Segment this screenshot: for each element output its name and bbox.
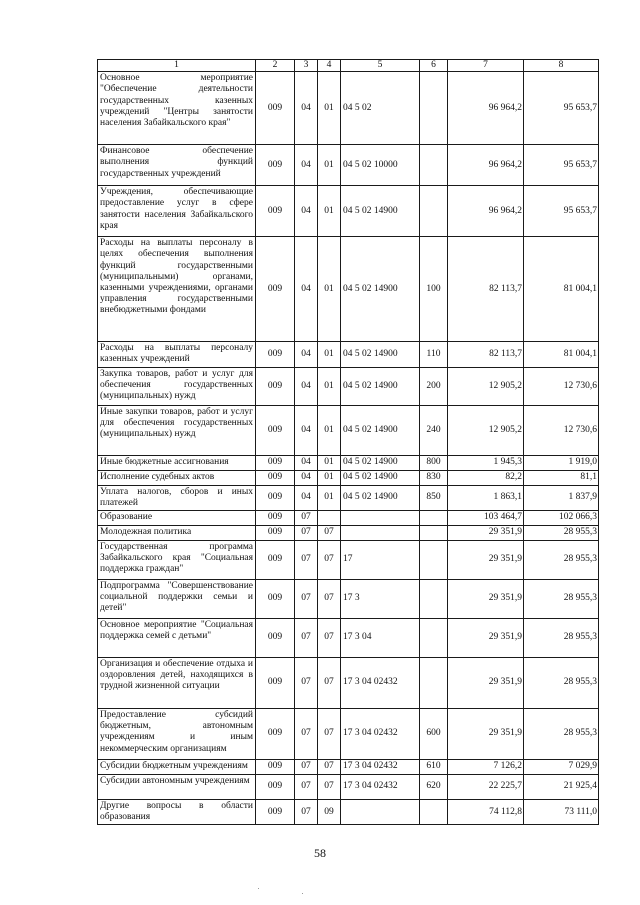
row-description: Иные бюджетные ассигнования bbox=[98, 455, 256, 470]
cell-section-code: 04 bbox=[295, 470, 318, 485]
row-description: Расходы на выплаты персоналу казенных учреждений bbox=[98, 342, 256, 367]
cell-amount-col8: 28 955,3 bbox=[524, 541, 599, 580]
cell-subsection-code: 09 bbox=[318, 800, 341, 825]
cell-subsection-code: 01 bbox=[318, 405, 341, 455]
cell-ministry-code: 009 bbox=[256, 709, 295, 760]
cell-target-article bbox=[341, 526, 420, 541]
cell-section-code: 04 bbox=[295, 237, 318, 342]
cell-expense-type: 830 bbox=[420, 470, 448, 485]
cell-expense-type: 800 bbox=[420, 455, 448, 470]
cell-ministry-code: 009 bbox=[256, 760, 295, 775]
table-row bbox=[98, 237, 599, 342]
row-description: Государственная программа Забайкальского края "Социальная поддержка граждан" bbox=[98, 541, 256, 580]
cell-ministry-code: 009 bbox=[256, 72, 295, 145]
cell-expense-type bbox=[420, 580, 448, 619]
table-row bbox=[98, 342, 599, 367]
cell-expense-type: 850 bbox=[420, 485, 448, 510]
cell-target-article: 04 5 02 14900 bbox=[341, 367, 420, 405]
table-row bbox=[98, 800, 599, 825]
cell-ministry-code: 009 bbox=[256, 405, 295, 455]
cell-subsection-code bbox=[318, 511, 341, 526]
cell-section-code: 07 bbox=[295, 709, 318, 760]
cell-expense-type bbox=[420, 619, 448, 658]
cell-expense-type: 620 bbox=[420, 775, 448, 800]
cell-section-code: 07 bbox=[295, 800, 318, 825]
cell-amount-col7: 22 225,7 bbox=[448, 775, 524, 800]
cell-section-code: 07 bbox=[295, 619, 318, 658]
cell-amount-col7: 103 464,7 bbox=[448, 511, 524, 526]
table-row bbox=[98, 658, 599, 709]
cell-ministry-code: 009 bbox=[256, 342, 295, 367]
cell-expense-type: 110 bbox=[420, 342, 448, 367]
cell-target-article: 04 5 02 14900 bbox=[341, 455, 420, 470]
table-row bbox=[98, 775, 599, 800]
cell-amount-col7: 12 905,2 bbox=[448, 405, 524, 455]
header-cell: 1 bbox=[98, 60, 256, 72]
table-row bbox=[98, 72, 599, 145]
cell-target-article: 04 5 02 14900 bbox=[341, 485, 420, 510]
cell-subsection-code: 01 bbox=[318, 485, 341, 510]
cell-amount-col7: 29 351,9 bbox=[448, 526, 524, 541]
cell-amount-col7: 96 964,2 bbox=[448, 145, 524, 186]
cell-target-article: 04 5 02 14900 bbox=[341, 405, 420, 455]
cell-amount-col7: 29 351,9 bbox=[448, 541, 524, 580]
table-row bbox=[98, 619, 599, 658]
cell-ministry-code: 009 bbox=[256, 455, 295, 470]
scan-speck bbox=[258, 888, 259, 889]
cell-amount-col8: 21 925,4 bbox=[524, 775, 599, 800]
cell-amount-col8: 81 004,1 bbox=[524, 237, 599, 342]
cell-subsection-code: 01 bbox=[318, 342, 341, 367]
cell-target-article: 04 5 02 14900 bbox=[341, 342, 420, 367]
cell-amount-col8: 28 955,3 bbox=[524, 619, 599, 658]
cell-amount-col7: 29 351,9 bbox=[448, 619, 524, 658]
cell-amount-col8: 102 066,3 bbox=[524, 511, 599, 526]
cell-ministry-code: 009 bbox=[256, 619, 295, 658]
page-number: 58 bbox=[314, 846, 326, 860]
cell-amount-col7: 1 863,1 bbox=[448, 485, 524, 510]
cell-target-article: 17 3 04 bbox=[341, 619, 420, 658]
cell-ministry-code: 009 bbox=[256, 485, 295, 510]
cell-amount-col7: 74 112,8 bbox=[448, 800, 524, 825]
cell-ministry-code: 009 bbox=[256, 580, 295, 619]
cell-expense-type bbox=[420, 511, 448, 526]
cell-section-code: 07 bbox=[295, 580, 318, 619]
cell-subsection-code: 07 bbox=[318, 619, 341, 658]
cell-ministry-code: 009 bbox=[256, 800, 295, 825]
cell-subsection-code: 01 bbox=[318, 367, 341, 405]
cell-section-code: 04 bbox=[295, 405, 318, 455]
cell-amount-col8: 95 653,7 bbox=[524, 145, 599, 186]
cell-amount-col8: 1 919,0 bbox=[524, 455, 599, 470]
cell-target-article: 04 5 02 14900 bbox=[341, 186, 420, 237]
cell-target-article: 04 5 02 10000 bbox=[341, 145, 420, 186]
header-cell: 6 bbox=[420, 60, 448, 72]
cell-expense-type: 240 bbox=[420, 405, 448, 455]
header-cell: 8 bbox=[524, 60, 599, 72]
header-cell: 5 bbox=[341, 60, 420, 72]
cell-amount-col8: 81 004,1 bbox=[524, 342, 599, 367]
cell-subsection-code: 07 bbox=[318, 541, 341, 580]
cell-amount-col7: 7 126,2 bbox=[448, 760, 524, 775]
cell-amount-col7: 82 113,7 bbox=[448, 237, 524, 342]
cell-section-code: 04 bbox=[295, 367, 318, 405]
cell-section-code: 04 bbox=[295, 485, 318, 510]
cell-ministry-code: 009 bbox=[256, 145, 295, 186]
cell-target-article bbox=[341, 511, 420, 526]
cell-target-article: 17 bbox=[341, 541, 420, 580]
cell-target-article: 17 3 bbox=[341, 580, 420, 619]
cell-subsection-code: 01 bbox=[318, 455, 341, 470]
row-description: Субсидии автономным учреждениям bbox=[98, 775, 256, 800]
cell-ministry-code: 009 bbox=[256, 186, 295, 237]
cell-target-article bbox=[341, 800, 420, 825]
cell-subsection-code: 01 bbox=[318, 72, 341, 145]
table-row bbox=[98, 455, 599, 470]
cell-ministry-code: 009 bbox=[256, 367, 295, 405]
cell-expense-type bbox=[420, 658, 448, 709]
row-description: Другие вопросы в области образования bbox=[98, 800, 256, 825]
cell-subsection-code: 01 bbox=[318, 186, 341, 237]
cell-subsection-code: 07 bbox=[318, 526, 341, 541]
cell-expense-type bbox=[420, 800, 448, 825]
scan-speck bbox=[302, 893, 303, 894]
row-description: Организация и обеспечение отдыха и оздоровления детей, находящихся в трудной жизненной ситуации bbox=[98, 658, 256, 709]
row-description: Образование bbox=[98, 511, 256, 526]
row-description: Уплата налогов, сборов и иных платежей bbox=[98, 485, 256, 510]
cell-amount-col8: 7 029,9 bbox=[524, 760, 599, 775]
header-cell: 7 bbox=[448, 60, 524, 72]
table-row bbox=[98, 541, 599, 580]
cell-expense-type bbox=[420, 526, 448, 541]
cell-expense-type bbox=[420, 186, 448, 237]
cell-subsection-code: 07 bbox=[318, 775, 341, 800]
cell-target-article: 17 3 04 02432 bbox=[341, 658, 420, 709]
cell-expense-type bbox=[420, 541, 448, 580]
table-header-row bbox=[98, 60, 599, 72]
table-row bbox=[98, 760, 599, 775]
cell-amount-col8: 28 955,3 bbox=[524, 526, 599, 541]
row-description: Исполнение судебных актов bbox=[98, 470, 256, 485]
cell-expense-type: 100 bbox=[420, 237, 448, 342]
cell-target-article: 04 5 02 14900 bbox=[341, 470, 420, 485]
cell-amount-col8: 12 730,6 bbox=[524, 405, 599, 455]
table-row bbox=[98, 145, 599, 186]
cell-subsection-code: 01 bbox=[318, 145, 341, 186]
cell-amount-col8: 73 111,0 bbox=[524, 800, 599, 825]
row-description: Закупка товаров, работ и услуг для обеспечения государственных (муниципальных) нужд bbox=[98, 367, 256, 405]
cell-target-article: 04 5 02 bbox=[341, 72, 420, 145]
cell-section-code: 04 bbox=[295, 145, 318, 186]
cell-section-code: 04 bbox=[295, 342, 318, 367]
header-cell: 3 bbox=[295, 60, 318, 72]
cell-amount-col8: 28 955,3 bbox=[524, 658, 599, 709]
cell-subsection-code: 01 bbox=[318, 237, 341, 342]
cell-amount-col7: 29 351,9 bbox=[448, 709, 524, 760]
table-row bbox=[98, 511, 599, 526]
cell-amount-col7: 82 113,7 bbox=[448, 342, 524, 367]
cell-expense-type: 200 bbox=[420, 367, 448, 405]
cell-section-code: 07 bbox=[295, 658, 318, 709]
row-description: Основное мероприятие "Обеспечение деятельности государственных казенных учреждений "Центры занятости населения Забайкальского края" bbox=[98, 72, 256, 145]
cell-ministry-code: 009 bbox=[256, 526, 295, 541]
cell-section-code: 07 bbox=[295, 760, 318, 775]
cell-amount-col8: 1 837,9 bbox=[524, 485, 599, 510]
cell-amount-col7: 96 964,2 bbox=[448, 186, 524, 237]
row-description: Учреждения, обеспечивающие предоставление услуг в сфере занятости населения Забайкальского края bbox=[98, 186, 256, 237]
cell-amount-col7: 29 351,9 bbox=[448, 658, 524, 709]
row-description: Предоставление субсидий бюджетным, автономным учреждениям и иным некоммерческим организациям bbox=[98, 709, 256, 760]
row-description: Финансовое обеспечение выполнения функций государственных учреждений bbox=[98, 145, 256, 186]
cell-amount-col8: 95 653,7 bbox=[524, 72, 599, 145]
cell-ministry-code: 009 bbox=[256, 470, 295, 485]
cell-target-article: 17 3 04 02432 bbox=[341, 760, 420, 775]
cell-amount-col7: 1 945,3 bbox=[448, 455, 524, 470]
cell-section-code: 07 bbox=[295, 541, 318, 580]
cell-section-code: 07 bbox=[295, 775, 318, 800]
row-description: Подпрограмма "Совершенствование социальной поддержки семьи и детей" bbox=[98, 580, 256, 619]
cell-section-code: 07 bbox=[295, 526, 318, 541]
row-description: Субсидии бюджетным учреждениям bbox=[98, 760, 256, 775]
cell-section-code: 04 bbox=[295, 455, 318, 470]
header-cell: 2 bbox=[256, 60, 295, 72]
cell-ministry-code: 009 bbox=[256, 511, 295, 526]
row-description: Расходы на выплаты персоналу в целях обеспечения выполнения функций государственными (муниципальными) органами, казенными учреждениями, органами управления государственными внебюджетными фондами bbox=[98, 237, 256, 342]
cell-amount-col7: 29 351,9 bbox=[448, 580, 524, 619]
cell-expense-type: 600 bbox=[420, 709, 448, 760]
cell-ministry-code: 009 bbox=[256, 658, 295, 709]
table-row bbox=[98, 526, 599, 541]
cell-ministry-code: 009 bbox=[256, 237, 295, 342]
cell-ministry-code: 009 bbox=[256, 541, 295, 580]
cell-section-code: 07 bbox=[295, 511, 318, 526]
cell-target-article: 17 3 04 02432 bbox=[341, 709, 420, 760]
cell-amount-col8: 12 730,6 bbox=[524, 367, 599, 405]
cell-target-article: 17 3 04 02432 bbox=[341, 775, 420, 800]
cell-subsection-code: 07 bbox=[318, 658, 341, 709]
cell-amount-col8: 28 955,3 bbox=[524, 709, 599, 760]
cell-subsection-code: 07 bbox=[318, 709, 341, 760]
table-row bbox=[98, 186, 599, 237]
cell-amount-col8: 81,1 bbox=[524, 470, 599, 485]
cell-expense-type bbox=[420, 72, 448, 145]
cell-subsection-code: 07 bbox=[318, 760, 341, 775]
table-row bbox=[98, 485, 599, 510]
cell-target-article: 04 5 02 14900 bbox=[341, 237, 420, 342]
cell-expense-type: 610 bbox=[420, 760, 448, 775]
row-description: Молодежная политика bbox=[98, 526, 256, 541]
table-row bbox=[98, 709, 599, 760]
cell-section-code: 04 bbox=[295, 186, 318, 237]
cell-subsection-code: 01 bbox=[318, 470, 341, 485]
table-row bbox=[98, 580, 599, 619]
budget-table bbox=[97, 59, 599, 825]
header-cell: 4 bbox=[318, 60, 341, 72]
row-description: Основное мероприятие "Социальная поддержка семей с детьми" bbox=[98, 619, 256, 658]
row-description: Иные закупки товаров, работ и услуг для обеспечения государственных (муниципальных) нужд bbox=[98, 405, 256, 455]
cell-amount-col8: 28 955,3 bbox=[524, 580, 599, 619]
cell-amount-col7: 82,2 bbox=[448, 470, 524, 485]
cell-subsection-code: 07 bbox=[318, 580, 341, 619]
cell-ministry-code: 009 bbox=[256, 775, 295, 800]
table-row bbox=[98, 367, 599, 405]
cell-amount-col7: 12 905,2 bbox=[448, 367, 524, 405]
cell-amount-col8: 95 653,7 bbox=[524, 186, 599, 237]
cell-amount-col7: 96 964,2 bbox=[448, 72, 524, 145]
cell-expense-type bbox=[420, 145, 448, 186]
cell-section-code: 04 bbox=[295, 72, 318, 145]
table-row bbox=[98, 470, 599, 485]
table-row bbox=[98, 405, 599, 455]
